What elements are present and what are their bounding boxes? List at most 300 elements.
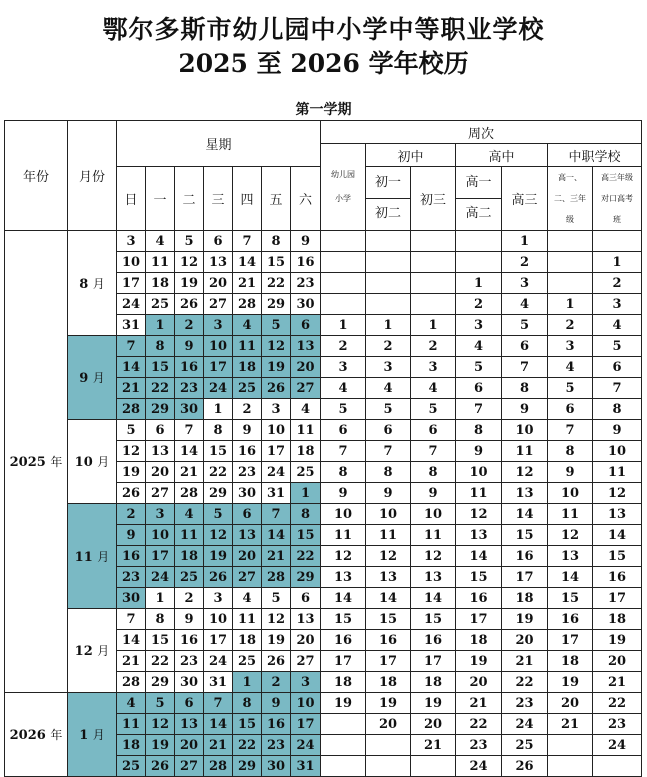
day-cell: 19 [146,735,175,756]
day-cell: 4 [146,231,175,252]
day-cell: 6 [146,420,175,441]
week-number-cell: 11 [502,441,548,462]
day-cell: 12 [262,336,291,357]
day-cell: 7 [204,693,233,714]
week-number-cell: 23 [502,693,548,714]
week-number-cell: 3 [456,315,502,336]
day-cell: 19 [204,546,233,567]
day-cell: 22 [291,546,321,567]
week-number-cell: 12 [366,546,411,567]
month-cell [68,231,117,336]
day-cell: 26 [117,483,146,504]
day-cell: 8 [233,693,262,714]
day-cell: 14 [233,252,262,273]
month-unit: 月 [92,371,105,385]
week-number-cell: 2 [502,252,548,273]
day-cell: 16 [117,546,146,567]
day-cell: 19 [175,273,204,294]
week-number-cell: 20 [456,672,502,693]
week-number-cell: 11 [411,525,456,546]
month-unit: 月 [97,644,110,658]
day-cell: 10 [117,252,146,273]
day-cell: 14 [117,357,146,378]
day-cell: 18 [233,357,262,378]
day-cell: 25 [233,651,262,672]
day-cell: 30 [233,483,262,504]
header-senior-3: 高三 [502,167,548,231]
year-unit: 年 [50,728,63,742]
month-cell [68,336,117,420]
day-cell: 18 [233,630,262,651]
day-cell: 7 [117,609,146,630]
week-number-cell: 10 [548,483,593,504]
day-cell: 6 [175,693,204,714]
week-number-cell: 5 [456,357,502,378]
week-number-cell: 12 [593,483,642,504]
week-number-cell: 16 [366,630,411,651]
day-cell: 31 [117,315,146,336]
week-number-cell: 16 [411,630,456,651]
day-cell: 12 [204,525,233,546]
week-number-cell: 14 [366,588,411,609]
day-cell: 18 [175,546,204,567]
day-cell: 27 [204,294,233,315]
day-cell: 5 [204,504,233,525]
week-number-cell: 17 [411,651,456,672]
day-cell: 10 [146,525,175,546]
weekday-sun: 日 [117,167,146,231]
day-cell: 28 [175,483,204,504]
week-number-cell: 21 [548,714,593,735]
day-cell: 26 [175,294,204,315]
week-number-cell [548,273,593,294]
header-kindergarten-primary [321,144,366,231]
week-number-cell: 18 [366,672,411,693]
day-cell: 29 [291,567,321,588]
month-cell [68,609,117,693]
day-cell: 9 [175,609,204,630]
day-cell: 28 [204,756,233,777]
day-cell: 12 [175,252,204,273]
header-senior: 高中 [456,144,548,167]
day-cell: 8 [291,504,321,525]
week-number-cell: 23 [456,735,502,756]
week-number-cell: 14 [502,504,548,525]
day-cell: 9 [175,336,204,357]
week-number-cell: 2 [456,294,502,315]
day-cell: 13 [204,252,233,273]
week-number-cell [321,252,366,273]
month-label: 9 [79,371,89,386]
month-unit: 月 [97,455,110,469]
day-cell: 9 [291,231,321,252]
week-number-cell: 17 [548,630,593,651]
day-cell: 11 [233,609,262,630]
week-number-cell: 9 [593,420,642,441]
day-cell: 16 [175,630,204,651]
week-number-cell: 13 [502,483,548,504]
week-number-cell: 2 [366,336,411,357]
weekday-tue: 二 [175,167,204,231]
week-number-cell: 14 [593,525,642,546]
week-number-cell: 13 [366,567,411,588]
day-cell: 16 [291,252,321,273]
week-number-cell: 17 [456,609,502,630]
week-number-cell: 14 [321,588,366,609]
week-number-cell: 4 [502,294,548,315]
day-cell: 23 [233,462,262,483]
week-number-cell: 3 [366,357,411,378]
day-cell: 31 [262,483,291,504]
day-cell: 18 [146,273,175,294]
week-number-cell: 14 [411,588,456,609]
week-number-cell: 24 [502,714,548,735]
week-number-cell: 3 [548,336,593,357]
month-label: 11 [74,549,93,565]
day-cell: 21 [262,546,291,567]
day-cell: 21 [117,651,146,672]
day-cell: 20 [175,735,204,756]
day-cell: 1 [291,483,321,504]
week-number-cell: 9 [502,399,548,420]
week-number-cell [366,252,411,273]
day-cell: 5 [262,315,291,336]
day-cell: 24 [204,378,233,399]
day-cell: 2 [262,672,291,693]
day-cell: 27 [291,378,321,399]
day-cell: 24 [204,651,233,672]
day-cell: 7 [233,231,262,252]
calendar-row [5,504,642,525]
day-cell: 23 [117,567,146,588]
week-number-cell: 1 [456,273,502,294]
week-number-cell: 15 [502,525,548,546]
day-cell: 8 [146,336,175,357]
calendar-body [5,231,642,777]
week-number-cell: 6 [366,420,411,441]
day-cell: 24 [291,735,321,756]
day-cell: 22 [262,273,291,294]
week-number-cell: 8 [502,378,548,399]
day-cell: 25 [117,756,146,777]
day-cell: 7 [175,420,204,441]
day-cell: 8 [146,609,175,630]
week-number-cell: 18 [502,588,548,609]
week-number-cell: 6 [411,420,456,441]
week-number-cell [411,273,456,294]
day-cell: 31 [204,672,233,693]
header-junior-3: 初三 [411,167,456,231]
week-number-cell: 5 [411,399,456,420]
day-cell: 12 [117,441,146,462]
week-number-cell: 10 [366,504,411,525]
week-number-cell [321,735,366,756]
week-number-cell: 18 [548,651,593,672]
day-cell: 4 [291,399,321,420]
day-cell: 19 [262,357,291,378]
day-cell: 23 [291,273,321,294]
day-cell: 14 [175,441,204,462]
day-cell: 5 [117,420,146,441]
day-cell: 9 [233,420,262,441]
calendar-table [4,120,642,777]
day-cell: 3 [291,672,321,693]
week-number-cell: 5 [593,336,642,357]
week-number-cell: 11 [548,504,593,525]
month-unit: 月 [92,728,105,742]
header-senior-1-2 [456,167,502,231]
week-number-cell: 9 [548,462,593,483]
day-cell: 15 [146,357,175,378]
week-number-cell: 6 [593,357,642,378]
day-cell: 18 [291,441,321,462]
week-number-cell [548,231,593,252]
day-cell: 15 [262,252,291,273]
day-cell: 2 [175,315,204,336]
week-number-cell: 1 [321,315,366,336]
semester-label: 第一学期 [295,102,352,118]
week-number-cell: 7 [456,399,502,420]
week-number-cell: 19 [548,672,593,693]
day-cell: 26 [262,378,291,399]
week-number-cell: 2 [548,315,593,336]
week-number-cell: 6 [321,420,366,441]
week-number-cell: 13 [321,567,366,588]
week-number-cell: 19 [366,693,411,714]
week-number-cell: 15 [548,588,593,609]
header-year: 年份 [5,121,68,231]
week-number-cell: 18 [411,672,456,693]
week-number-cell: 20 [366,714,411,735]
day-cell: 13 [146,441,175,462]
day-cell: 23 [175,378,204,399]
day-cell: 11 [117,714,146,735]
day-cell: 2 [117,504,146,525]
day-cell: 22 [204,462,233,483]
day-cell: 20 [146,462,175,483]
day-cell: 5 [146,693,175,714]
day-cell: 15 [233,714,262,735]
week-number-cell [366,231,411,252]
header-senior-1: 高一 [456,168,501,199]
week-number-cell: 14 [548,567,593,588]
week-number-cell: 10 [411,504,456,525]
week-number-cell: 19 [321,693,366,714]
header-month: 月份 [68,121,117,231]
week-number-cell: 18 [593,609,642,630]
day-cell: 29 [146,399,175,420]
day-cell: 8 [204,420,233,441]
day-cell: 17 [117,273,146,294]
week-number-cell: 3 [593,294,642,315]
month-label: 8 [79,276,89,292]
week-number-cell: 17 [593,588,642,609]
day-cell: 7 [117,336,146,357]
week-number-cell: 9 [321,483,366,504]
day-cell: 6 [204,231,233,252]
week-number-cell: 13 [593,504,642,525]
week-number-cell: 12 [502,462,548,483]
week-number-cell [548,756,593,777]
month-cell [68,420,117,504]
day-cell: 25 [175,567,204,588]
week-number-cell: 8 [593,399,642,420]
week-number-cell: 25 [502,735,548,756]
day-cell: 30 [291,294,321,315]
week-number-cell: 2 [321,336,366,357]
week-number-cell [321,231,366,252]
week-number-cell [321,294,366,315]
day-cell: 20 [291,630,321,651]
day-cell: 4 [175,504,204,525]
month-unit: 月 [92,276,105,291]
week-number-cell: 15 [593,546,642,567]
day-cell: 20 [291,357,321,378]
day-cell: 23 [175,651,204,672]
week-number-cell: 1 [502,231,548,252]
day-cell: 3 [262,399,291,420]
week-number-cell [411,756,456,777]
month-label: 10 [74,455,93,470]
week-number-cell [321,273,366,294]
day-cell: 20 [204,273,233,294]
day-cell: 16 [262,714,291,735]
day-cell: 28 [117,672,146,693]
day-cell: 1 [146,588,175,609]
week-number-cell: 9 [366,483,411,504]
week-number-cell: 16 [321,630,366,651]
week-number-cell: 20 [593,651,642,672]
week-number-cell: 20 [502,630,548,651]
week-number-cell: 26 [502,756,548,777]
week-number-cell: 19 [502,609,548,630]
header-vocational: 中职学校 [548,144,642,167]
week-number-cell: 4 [548,357,593,378]
week-number-cell: 24 [456,756,502,777]
week-number-cell: 5 [502,315,548,336]
day-cell: 28 [117,399,146,420]
week-number-cell: 15 [411,609,456,630]
week-number-cell: 6 [502,336,548,357]
day-cell: 11 [175,525,204,546]
day-cell: 15 [204,441,233,462]
week-number-cell: 3 [411,357,456,378]
day-cell: 13 [291,609,321,630]
week-number-cell: 18 [321,672,366,693]
day-cell: 17 [204,630,233,651]
day-cell: 15 [146,630,175,651]
week-number-cell: 20 [411,714,456,735]
day-cell: 22 [146,651,175,672]
week-number-cell: 13 [548,546,593,567]
week-number-cell: 4 [411,378,456,399]
day-cell: 26 [262,651,291,672]
week-number-cell: 9 [456,441,502,462]
day-cell: 21 [204,735,233,756]
week-number-cell [366,273,411,294]
day-cell: 16 [233,441,262,462]
week-number-cell [411,252,456,273]
week-number-cell: 8 [366,462,411,483]
week-number-cell: 13 [411,567,456,588]
week-number-cell: 5 [366,399,411,420]
calendar-row [5,231,642,252]
week-number-cell: 7 [411,441,456,462]
week-number-cell [456,252,502,273]
week-number-cell [321,756,366,777]
day-cell: 29 [262,294,291,315]
day-cell: 12 [262,609,291,630]
day-cell: 1 [233,672,262,693]
day-cell: 6 [291,588,321,609]
week-number-cell: 16 [502,546,548,567]
week-number-cell: 17 [366,651,411,672]
day-cell: 1 [146,315,175,336]
day-cell: 24 [146,567,175,588]
day-cell: 29 [233,756,262,777]
header-kindergarten: 幼儿园 [331,170,355,179]
year-label: 2026 [9,728,46,743]
day-cell: 13 [233,525,262,546]
week-number-cell: 21 [593,672,642,693]
calendar-row [5,609,642,630]
day-cell: 10 [291,693,321,714]
year-cell [5,231,68,693]
week-number-cell: 16 [593,567,642,588]
week-number-cell: 1 [411,315,456,336]
day-cell: 5 [175,231,204,252]
day-cell: 19 [262,630,291,651]
week-number-cell: 24 [593,735,642,756]
week-number-cell: 3 [321,357,366,378]
day-cell: 17 [262,441,291,462]
day-cell: 21 [233,273,262,294]
day-cell: 27 [291,651,321,672]
day-cell: 14 [262,525,291,546]
day-cell: 27 [146,483,175,504]
day-cell: 22 [146,378,175,399]
week-number-cell [593,231,642,252]
week-number-cell [548,252,593,273]
day-cell: 11 [291,420,321,441]
week-number-cell: 10 [456,462,502,483]
week-number-cell: 15 [321,609,366,630]
day-cell: 17 [204,357,233,378]
week-number-cell: 12 [548,525,593,546]
header-junior-1: 初一 [366,168,410,199]
day-cell: 5 [262,588,291,609]
day-cell: 27 [233,567,262,588]
week-number-cell: 4 [366,378,411,399]
day-cell: 2 [175,588,204,609]
header-weekday-group: 星期 [117,121,321,167]
day-cell: 9 [262,693,291,714]
day-cell: 30 [175,672,204,693]
week-number-cell: 23 [593,714,642,735]
week-number-cell: 5 [321,399,366,420]
week-number-cell [366,756,411,777]
week-number-cell: 19 [411,693,456,714]
header-senior-2: 高二 [465,206,492,221]
week-number-cell: 19 [456,651,502,672]
week-number-cell: 3 [502,273,548,294]
week-number-cell: 6 [548,399,593,420]
week-number-cell [548,735,593,756]
day-cell: 25 [146,294,175,315]
week-number-cell: 12 [321,546,366,567]
calendar-row [5,336,642,357]
month-unit: 月 [97,549,110,564]
